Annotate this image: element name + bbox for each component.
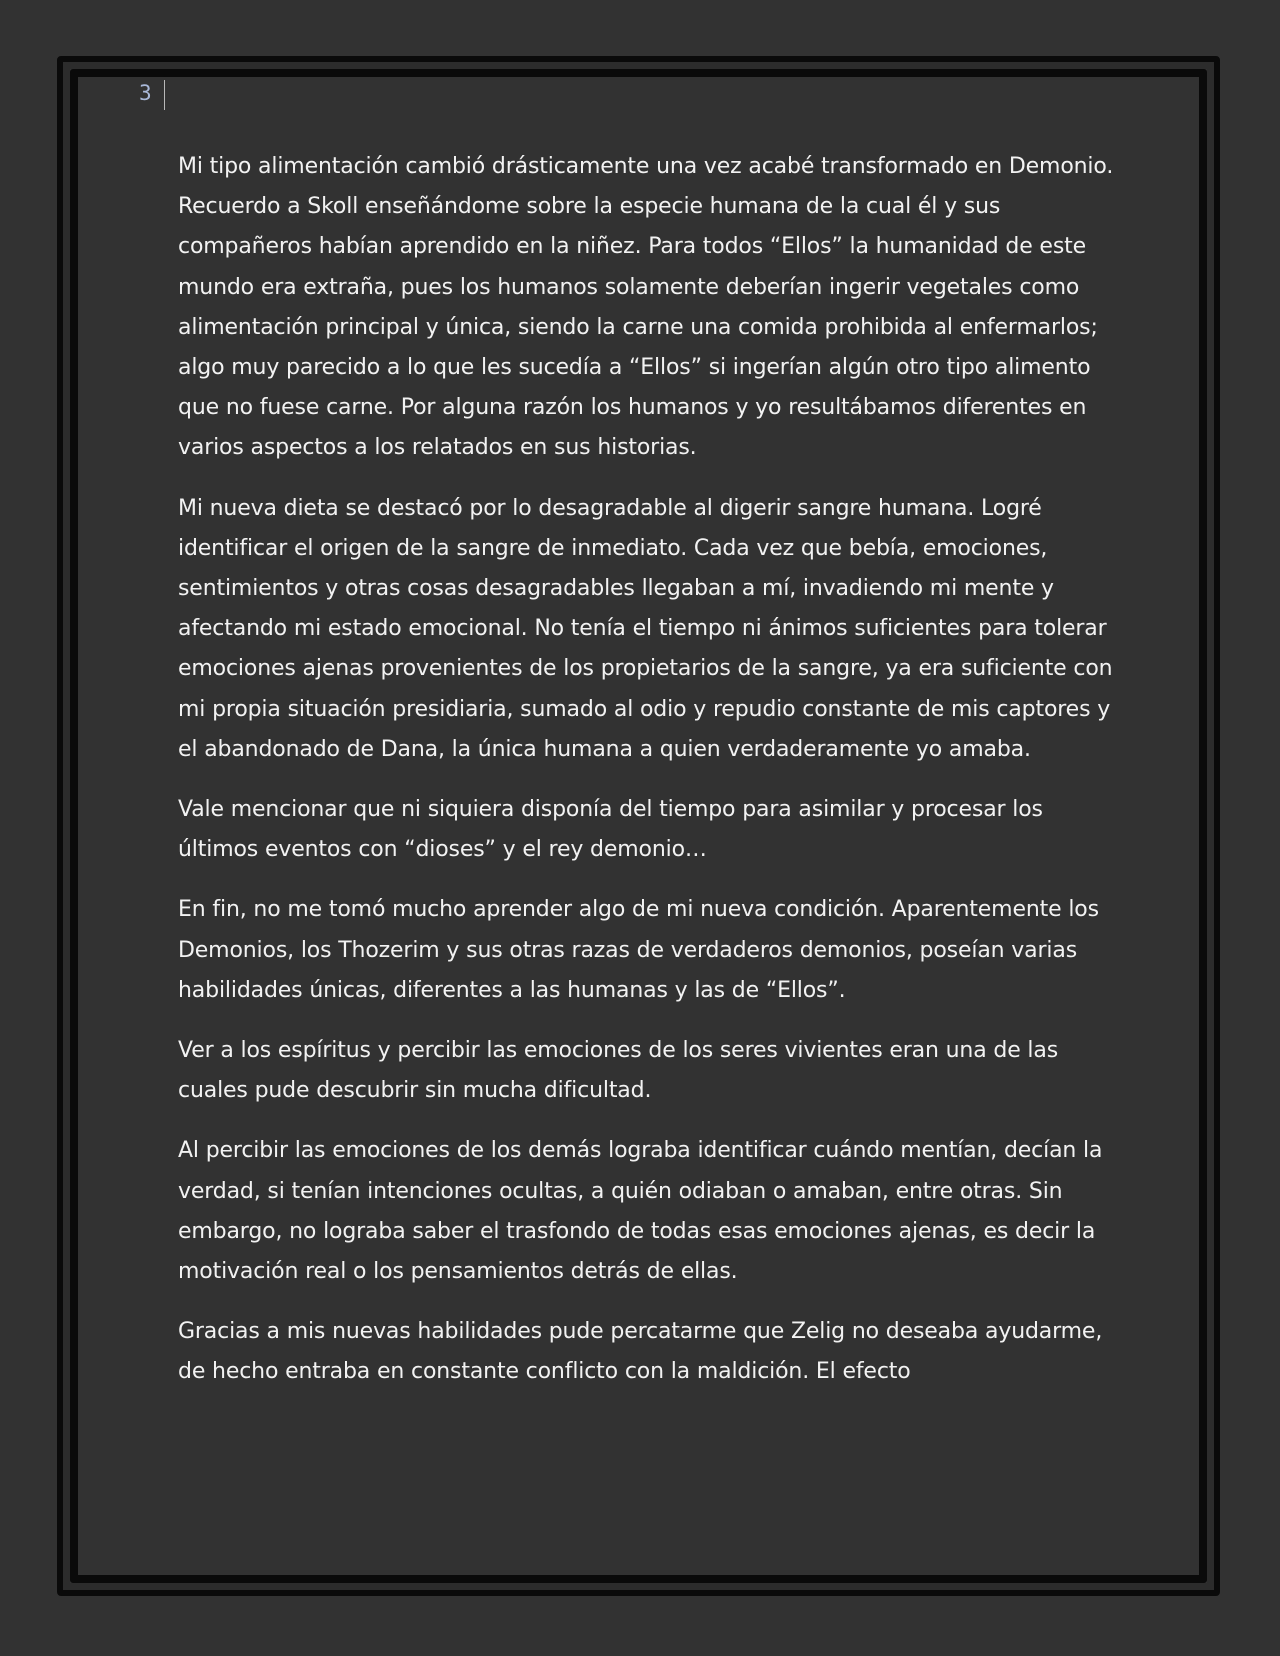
paragraph-3: Vale mencionar que ni siquiera disponía del tiempo para asimilar y procesar los últimos eventos con “dioses” y el rey demonio… [178,797,1043,863]
paragraph-4: En fin, no me tomó mucho aprender algo de mi nueva condición. Aparentemente los Demonios, los Thozerim y sus otras razas de verdaderos demonios, poseían varias habilidades únicas, diferentes a las humanas y las de “Ellos”. [178,897,1099,1003]
paragraph-1: Mi tipo alimentación cambió drásticamente una vez acabé transformado en Demonio. Recuerdo a Skoll enseñándome sobre la especie humana de la cual él y sus compañeros habían aprendido en la niñez. Para todos “Ellos” la humanidad de este mundo era extraña, pues los humanos solamente deberían ingerir vegetales como alimentación principal y única, siendo la carne una comida prohibida al enfermarlos; algo muy parecido a lo que les sucedía a “Ellos” si ingerían algún otro tipo alimento que no fuese carne. Por alguna razón los humanos y yo resultábamos diferentes en varios aspectos a los relatados en sus historias. [178,154,1114,461]
page-number: 3 [139,81,152,105]
paragraph-7: Gracias a mis nuevas habilidades pude percatarme que Zelig no deseaba ayudarme, de hecho entraba en constante conflicto con la maldición. El efecto [178,1319,1103,1385]
paragraph-6: Al percibir las emociones de los demás lograba identificar cuándo mentían, decían la verdad, si tenían intenciones ocultas, a quién odiaban o amaban, entre otras. Sin embargo, no lograba saber el trasfondo de todas esas emociones ajenas, es decir la motivación real o los pensamientos detrás de ellas. [178,1138,1103,1285]
paragraph-5: Ver a los espíritus y percibir las emociones de los seres vivientes eran una de las cuales pude descubrir sin mucha dificultad. [178,1038,1059,1104]
page-number-divider [164,80,165,110]
page-body [178,147,1128,1413]
paragraph-2: Mi nueva dieta se destacó por lo desagradable al digerir sangre humana. Logré identificar el origen de la sangre de inmediato. Cada vez que bebía, emociones, sentimientos y otras cosas desagradables llegaban a mí, invadiendo mi mente y afectando mi estado emocional. No tenía el tiempo ni ánimos suficientes para tolerar emociones ajenas provenientes de los propietarios de la sangre, ya era suficiente con mi propia situación presidiaria, sumado al odio y repudio constante de mis captores y el abandonado de Dana, la única humana a quien verdaderamente yo amaba. [178,495,1113,762]
